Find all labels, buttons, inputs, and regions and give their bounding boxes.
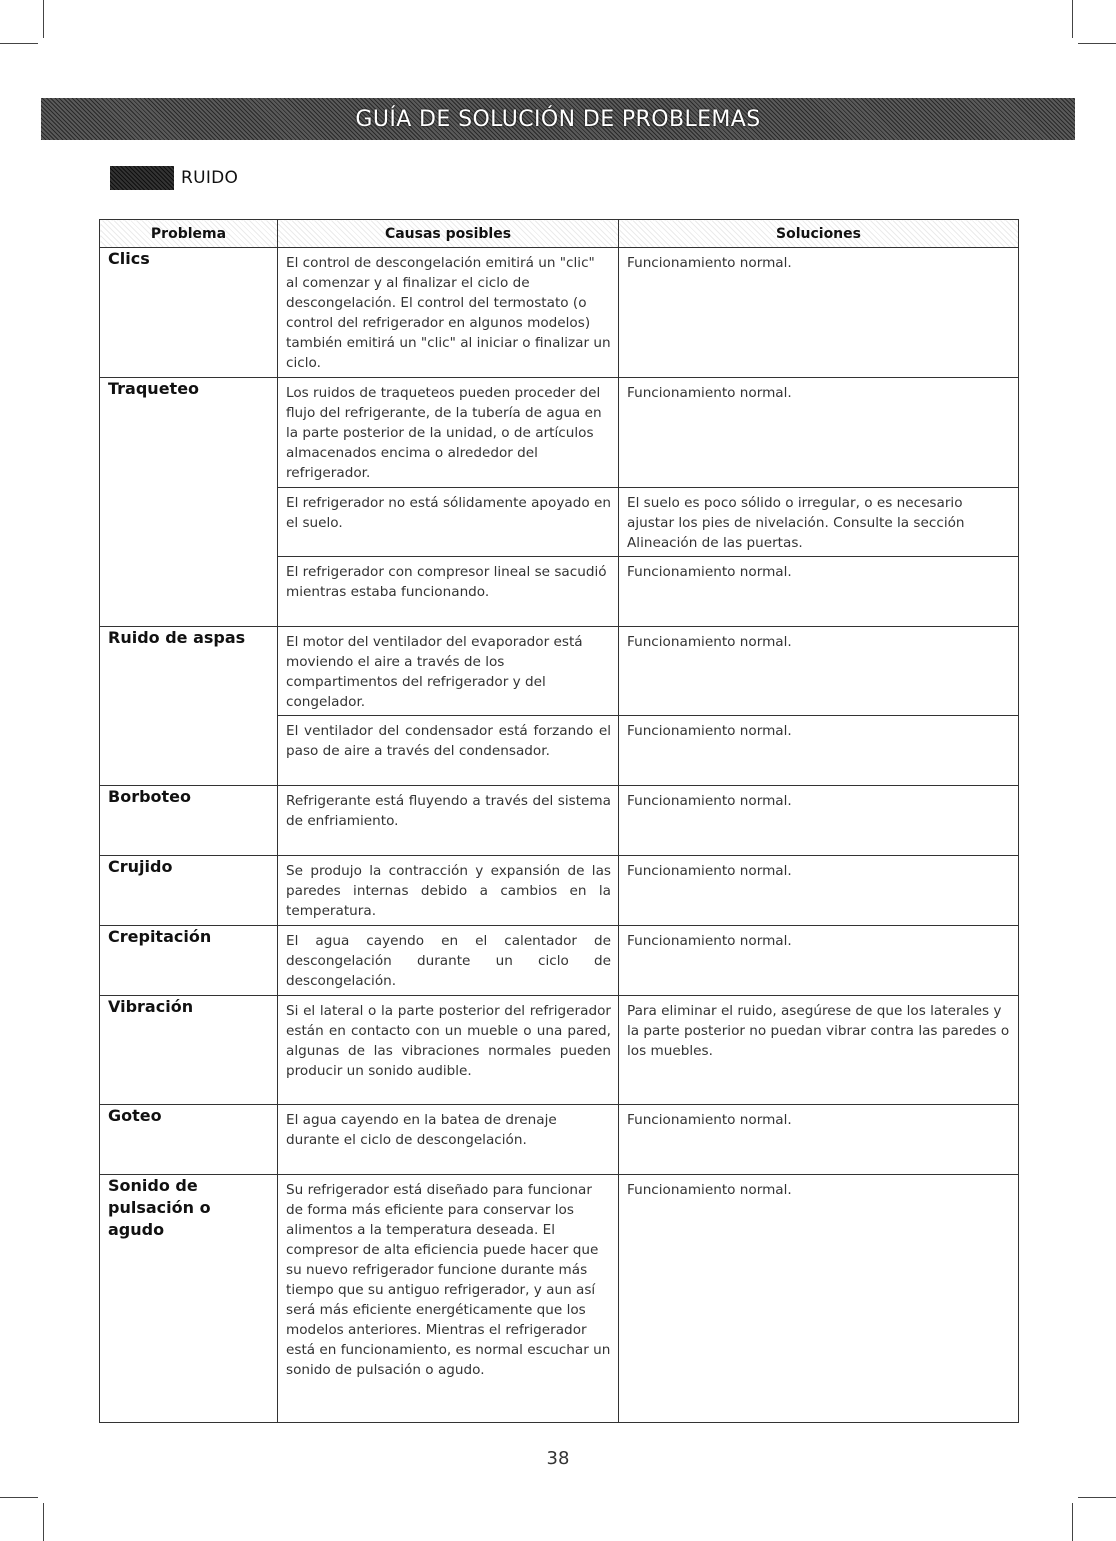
table-row bbox=[100, 786, 1019, 856]
crop-mark-bl-h bbox=[0, 1497, 38, 1498]
problem-cell: Borboteo bbox=[100, 786, 278, 856]
solution-cell: Funcionamiento normal. bbox=[619, 1105, 1019, 1175]
table-row bbox=[100, 1105, 1019, 1175]
cause-cell: El agua cayendo en la batea de drenaje durante el ciclo de descongelación. bbox=[278, 1105, 619, 1175]
cause-cell: Su refrigerador está diseñado para funcionar de forma más eficiente para conservar los alimentos a la temperatura deseada. El compresor de alta eficiencia puede hacer que su nuevo refrigerador funcione durante más tiempo que su antiguo refrigerador, y aun así será más eficiente energéticamente que los modelos anteriores. Mientras el refrigerador está en funcionamiento, es normal escuchar un sonido de pulsación o agudo. bbox=[278, 1175, 619, 1423]
crop-mark-tr-v bbox=[1072, 0, 1073, 38]
crop-mark-bl-v bbox=[43, 1503, 44, 1541]
table-row bbox=[100, 856, 1019, 926]
table-row bbox=[100, 627, 1019, 716]
cause-cell: El motor del ventilador del evaporador está moviendo el aire a través de los compartimentos del refrigerador y del congelador. bbox=[278, 627, 619, 716]
problem-cell: Ruido de aspas bbox=[100, 627, 278, 786]
table-row bbox=[100, 378, 1019, 488]
problem-cell: Vibración bbox=[100, 996, 278, 1105]
solution-cell: Funcionamiento normal. bbox=[619, 627, 1019, 716]
problem-cell: Crujido bbox=[100, 856, 278, 926]
banner-title: GUÍA DE SOLUCIÓN DE PROBLEMAS bbox=[355, 106, 761, 132]
cause-cell: El refrigerador con compresor lineal se sacudió mientras estaba funcionando. bbox=[278, 557, 619, 627]
table-row bbox=[100, 1175, 1019, 1423]
cause-cell: El control de descongelación emitirá un "clic" al comenzar y al finalizar el ciclo de descongelación. El control del termostato (o control del refrigerador en algunos modelos) también emitirá un "clic" al iniciar o finalizar un ciclo. bbox=[278, 248, 619, 378]
solution-cell: El suelo es poco sólido o irregular, o es necesario ajustar los pies de nivelación. Consulte la sección Alineación de las puertas. bbox=[619, 488, 1019, 557]
page-banner bbox=[41, 98, 1075, 140]
cause-cell: Si el lateral o la parte posterior del refrigerador están en contacto con un mueble o una pared, algunas de las vibraciones normales pueden producir un sonido audible. bbox=[278, 996, 619, 1105]
solution-cell: Funcionamiento normal. bbox=[619, 786, 1019, 856]
solution-cell: Para eliminar el ruido, asegúrese de que los laterales y la parte posterior no puedan vibrar contra las paredes o los muebles. bbox=[619, 996, 1019, 1105]
problem-cell: Traqueteo bbox=[100, 378, 278, 627]
cause-cell: Se produjo la contracción y expansión de las paredes internas debido a cambios en la temperatura. bbox=[278, 856, 619, 926]
crop-mark-tl-v bbox=[43, 0, 44, 38]
table-row bbox=[100, 248, 1019, 378]
section-heading bbox=[110, 165, 238, 191]
crop-mark-tl-h bbox=[0, 43, 38, 44]
solution-cell: Funcionamiento normal. bbox=[619, 248, 1019, 378]
page-number: 38 bbox=[546, 1448, 570, 1469]
cause-cell: Refrigerante está fluyendo a través del sistema de enfriamiento. bbox=[278, 786, 619, 856]
header-causes: Causas posibles bbox=[278, 220, 619, 248]
problem-cell: Sonido de pulsación o agudo bbox=[100, 1175, 278, 1423]
crop-mark-br-h bbox=[1078, 1497, 1116, 1498]
crop-mark-br-v bbox=[1072, 1503, 1073, 1541]
problem-cell: Goteo bbox=[100, 1105, 278, 1175]
section-title: RUIDO bbox=[181, 168, 239, 188]
problem-cell: Crepitación bbox=[100, 926, 278, 996]
solution-cell: Funcionamiento normal. bbox=[619, 1175, 1019, 1423]
section-marker bbox=[110, 166, 174, 190]
solution-cell: Funcionamiento normal. bbox=[619, 557, 1019, 627]
cause-cell: El refrigerador no está sólidamente apoyado en el suelo. bbox=[278, 488, 619, 557]
cause-cell: El agua cayendo en el calentador de descongelación durante un ciclo de descongelación. bbox=[278, 926, 619, 996]
solution-cell: Funcionamiento normal. bbox=[619, 856, 1019, 926]
cause-cell: El ventilador del condensador está forzando el paso de aire a través del condensador. bbox=[278, 716, 619, 786]
crop-mark-tr-h bbox=[1078, 43, 1116, 44]
table-row bbox=[100, 996, 1019, 1105]
cause-cell: Los ruidos de traqueteos pueden proceder del flujo del refrigerante, de la tubería de agua en la parte posterior de la unidad, o de artículos almacenados encima o alrededor del refrigerador. bbox=[278, 378, 619, 488]
solution-cell: Funcionamiento normal. bbox=[619, 716, 1019, 786]
header-problem: Problema bbox=[100, 220, 278, 248]
solution-cell: Funcionamiento normal. bbox=[619, 926, 1019, 996]
table-row bbox=[100, 926, 1019, 996]
problem-cell: Clics bbox=[100, 248, 278, 378]
header-solutions: Soluciones bbox=[619, 220, 1019, 248]
solution-cell: Funcionamiento normal. bbox=[619, 378, 1019, 488]
table-header-row bbox=[100, 220, 1019, 248]
troubleshooting-table bbox=[99, 219, 1019, 1423]
